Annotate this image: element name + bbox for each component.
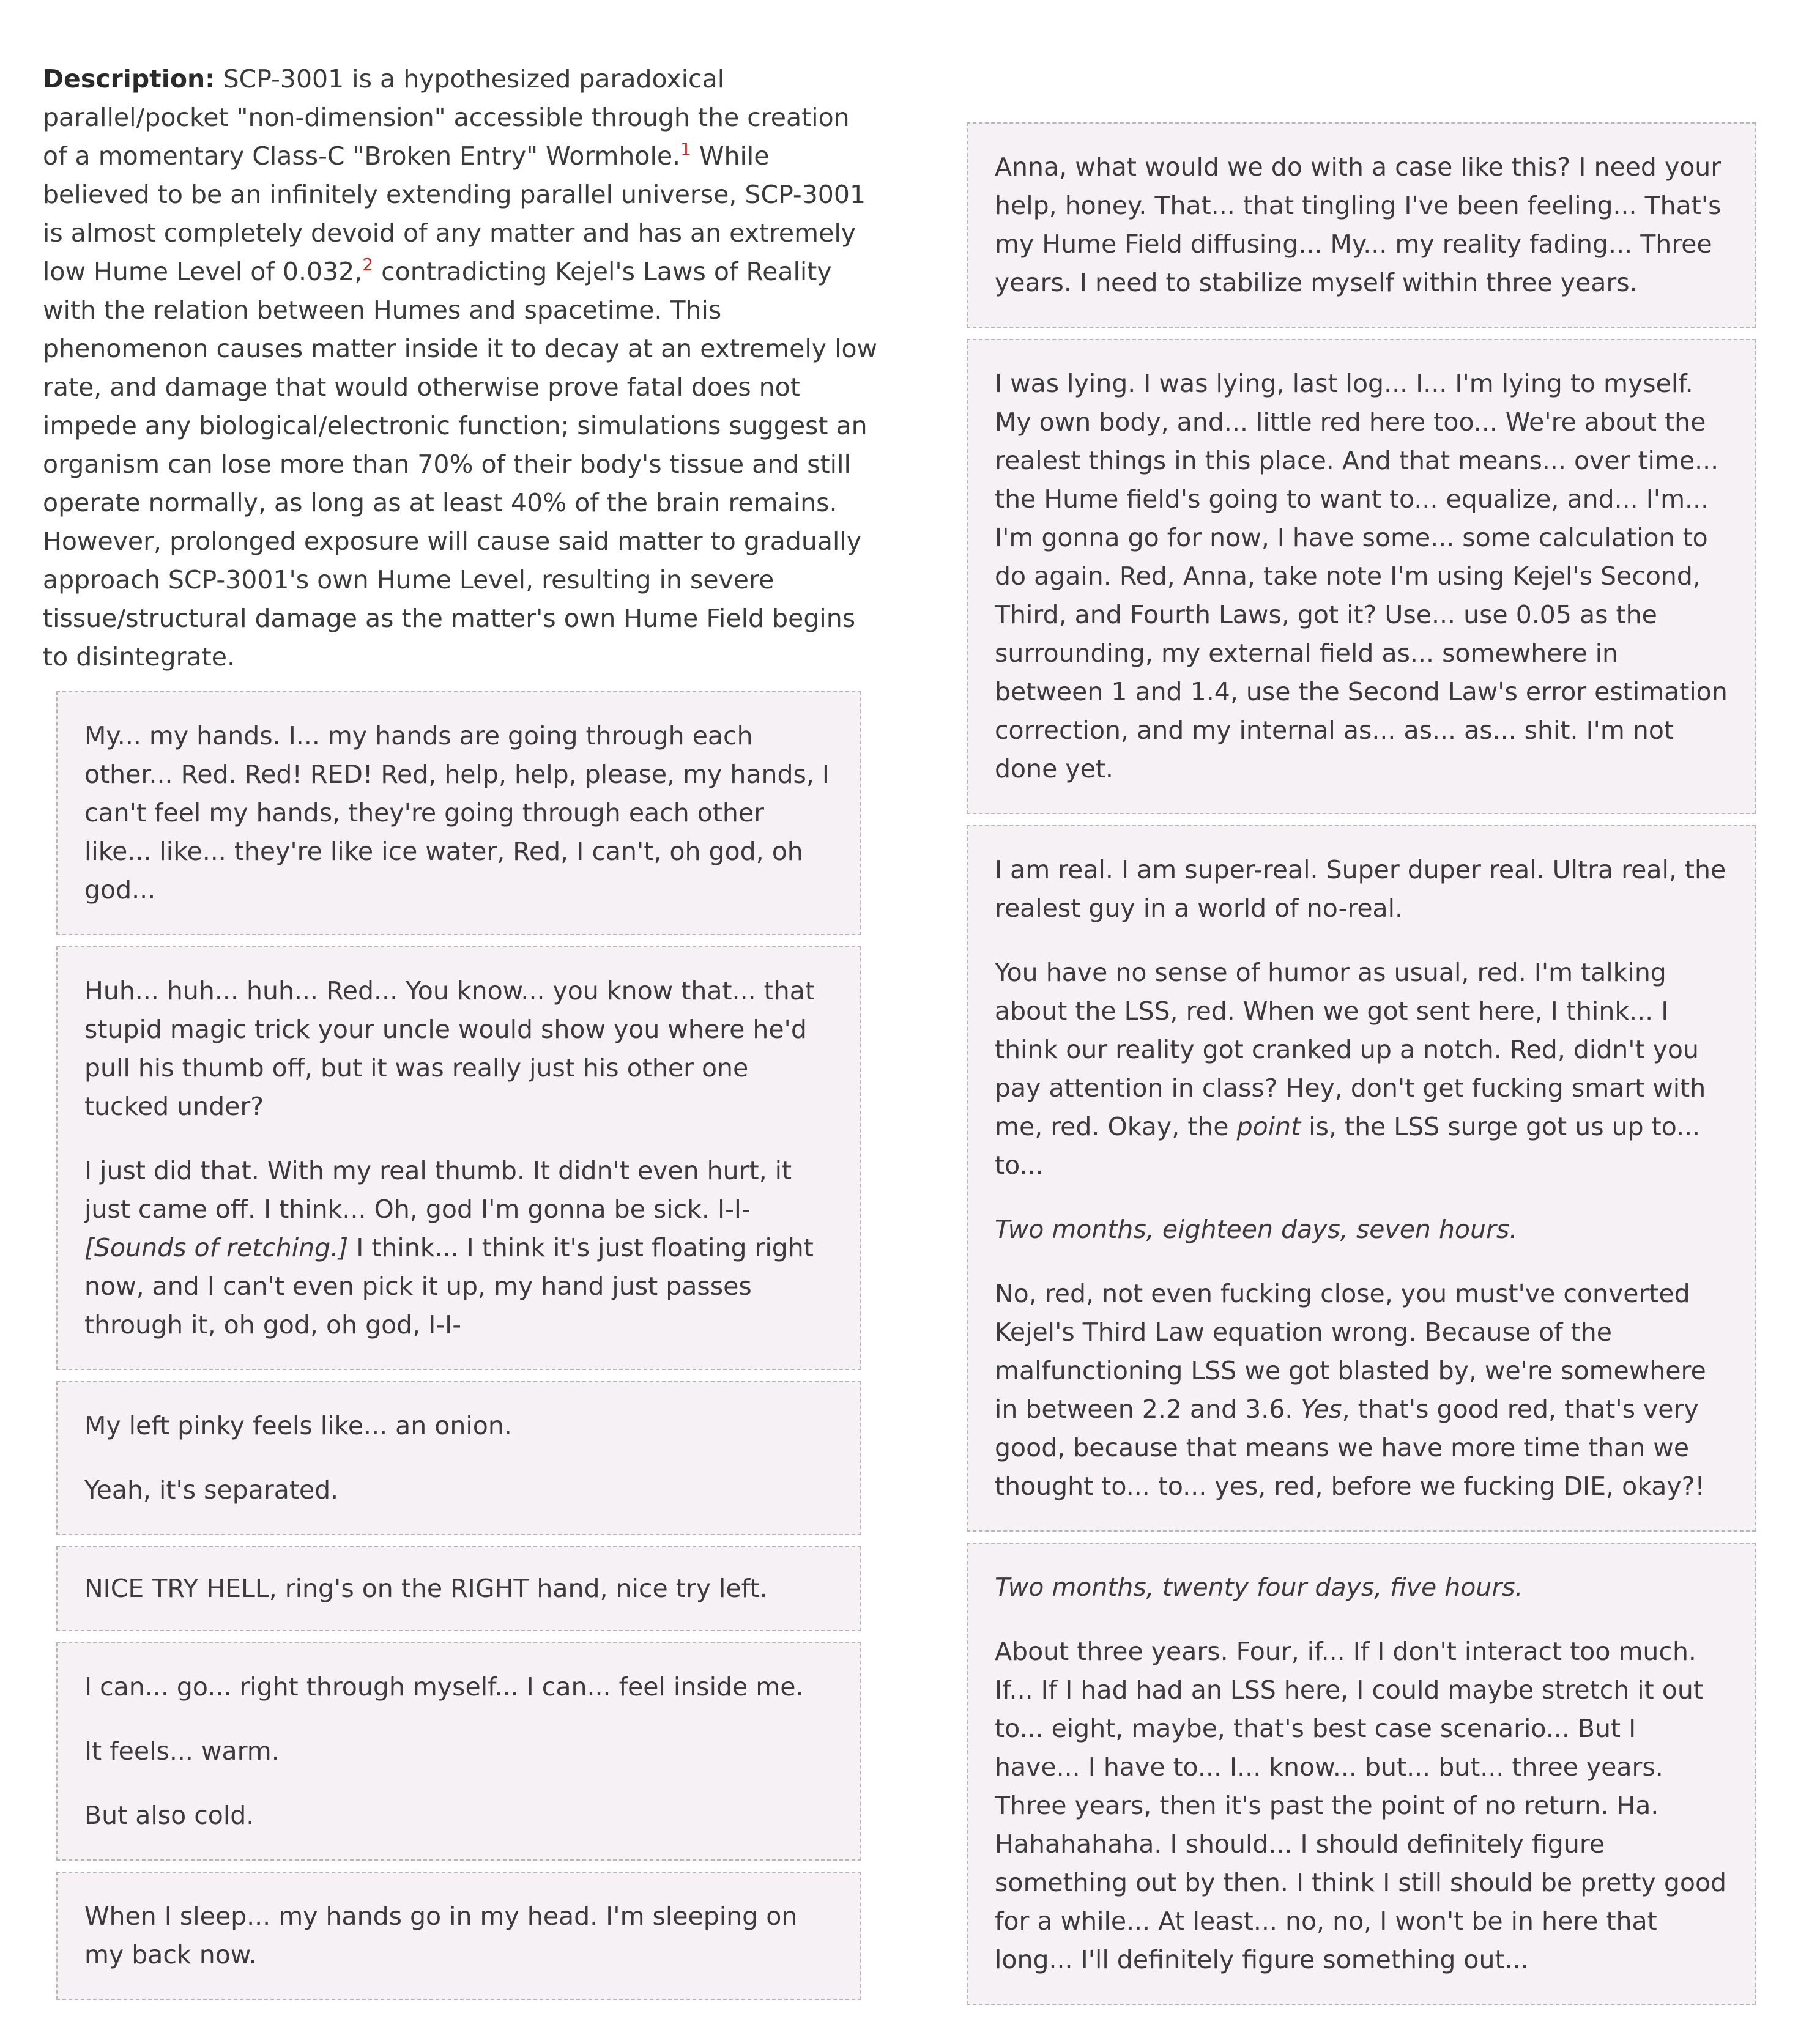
log-text: Anna, what would we do with a case like this? I need your help, honey. That... that tingling I've been feeling... That's my Hume Field diffusing... My... my reality fading... Three years. I need to stabilize myself within three years. xyxy=(995,152,1722,297)
log-text-part: I think... I think it's just floating right now, and I can't even pick it up, my hand just passes through it, oh god, oh god, I-I- xyxy=(84,1233,814,1339)
description-paragraph xyxy=(43,60,881,676)
log-timestamp xyxy=(995,1210,1728,1249)
log-box-ring xyxy=(56,1546,861,1631)
log-timestamp xyxy=(995,1568,1728,1607)
log-text: I was lying. I was lying, last log... I... I'm lying to myself. My own body, and... little red here too... We're about the realest things in this place. And that means... over time... the Hume field's going to want to... equalize, and... I'm... I'm gonna go for now, I have some... some calculation to do again. Red, Anna, take note I'm using Kejel's Second, Third, and Fourth Laws, got it? Use... use 0.05 as the surrounding, my external field as... somewhere in between 1 and 1.4, use the Second Law's error estimation correction, and my internal as... as... as... shit. I'm not done yet. xyxy=(995,369,1728,784)
log-box-thumb xyxy=(56,946,861,1370)
log-elapsed-time: Two months, eighteen days, seven hours. xyxy=(995,1215,1518,1244)
log-text xyxy=(995,954,1728,1185)
description-label: Description: xyxy=(43,64,215,94)
log-elapsed-time: Two months, twenty four days, five hours. xyxy=(995,1573,1523,1602)
log-box-three-years xyxy=(967,1543,1756,2005)
left-column xyxy=(43,60,881,2011)
log-box-pinky xyxy=(56,1381,861,1535)
log-text: About three years. Four, if... If I don't interact too much. If... If I had had an LSS here, I could maybe stretch it out to... eight, maybe, that's best case scenario... But I have... I have to... I... know... but... but... three years. Three years, then it's past the point of no return. Ha. Hahahahaha. I should... I should definitely figure something out by then. I think I still should be pretty good for a while... At least... no, no, I won't be in here that long... I'll definitely figure something out... xyxy=(995,1637,1727,1974)
description-text-1: SCP-3001 is a hypothesized paradoxical parallel/pocket "non-dimension" accessible through the creation of a momentary Class-C "Broken Entry" Wormhole. xyxy=(43,64,850,171)
log-text-part: You have no sense of humor as usual, red. I'm talking about the LSS, red. When we got sent here, I think... I think our reality got cranked up a notch. Red, didn't you pay attention in class? Hey, don't get fucking smart with me, red. Okay, the xyxy=(995,958,1706,1141)
log-text xyxy=(995,1275,1728,1506)
log-text: I can... go... right through myself... I can... feel inside me. xyxy=(84,1672,804,1702)
log-text xyxy=(84,1152,833,1344)
footnote-2-link[interactable]: 2 xyxy=(362,254,374,275)
log-text: It feels... warm. xyxy=(84,1736,280,1766)
log-text: When I sleep... my hands go in my head. I'm sleeping on my back now. xyxy=(84,1902,798,1969)
log-text-part: is, the LSS surge got us up to... to... xyxy=(995,1112,1701,1180)
log-box-through-myself xyxy=(56,1642,861,1861)
log-box-anna xyxy=(967,122,1756,328)
log-text: Huh... huh... huh... Red... You know... you know that... that stupid magic trick your uncle would show you where he'd pull his thumb off, but it was really just his other one tucked under? xyxy=(84,976,815,1121)
log-box-hands xyxy=(56,691,861,935)
log-text: Yeah, it's separated. xyxy=(84,1475,339,1505)
log-emphasis: Yes xyxy=(1301,1395,1342,1424)
log-box-lying xyxy=(967,339,1756,814)
log-box-sleep xyxy=(56,1872,861,2000)
log-text: My... my hands. I... my hands are going through each other... Red. Red! RED! Red, help, help, please, my hands, I can't feel my hands, they're going through each other like... like... they're like ice water, Red, I can't, oh god, oh god... xyxy=(84,721,830,905)
log-emphasis: point xyxy=(1236,1112,1301,1141)
description-text-2: While believed to be an infinitely extending parallel universe, SCP-3001 is almost completely devoid of any matter and has an extremely low Hume Level of 0.032, xyxy=(43,141,866,286)
footnote-1-link[interactable]: 1 xyxy=(680,139,691,159)
right-column xyxy=(967,122,1756,2016)
log-box-super-real xyxy=(967,825,1756,1532)
log-text: My left pinky feels like... an onion. xyxy=(84,1411,512,1440)
log-text-part: , that's good red, that's very good, because that means we have more time than we thought to... to... yes, red, before we fucking DIE, okay?! xyxy=(995,1395,1705,1501)
log-text: I am real. I am super-real. Super duper real. Ultra real, the realest guy in a world of no-real. xyxy=(995,855,1726,923)
log-stage-direction: [Sounds of retching.] xyxy=(84,1233,349,1262)
log-text-part: I just did that. With my real thumb. It didn't even hurt, it just came off. I think... Oh, god I'm gonna be sick. I-I- xyxy=(84,1156,792,1224)
description-text-3: contradicting Kejel's Laws of Reality with the relation between Humes and spacetime. This phenomenon causes matter inside it to decay at an extremely low rate, and damage that would otherwise prove fatal does not impede any biological/electronic function; simulations suggest an organism can lose more than 70% of their body's tissue and still operate normally, as long as at least 40% of the brain remains. However, prolonged exposure will cause said matter to gradually approach SCP-3001's own Hume Level, resulting in severe tissue/structural damage as the matter's own Hume Field begins to disintegrate. xyxy=(43,257,878,672)
log-text-part: No, red, not even fucking close, you must've converted Kejel's Third Law equation wrong. Because of the malfunctioning LSS we got blasted by, we're somewhere in between 2.2 and 3.6. xyxy=(995,1279,1706,1424)
log-text: NICE TRY HELL, ring's on the RIGHT hand, nice try left. xyxy=(84,1574,768,1603)
log-text: But also cold. xyxy=(84,1801,254,1830)
